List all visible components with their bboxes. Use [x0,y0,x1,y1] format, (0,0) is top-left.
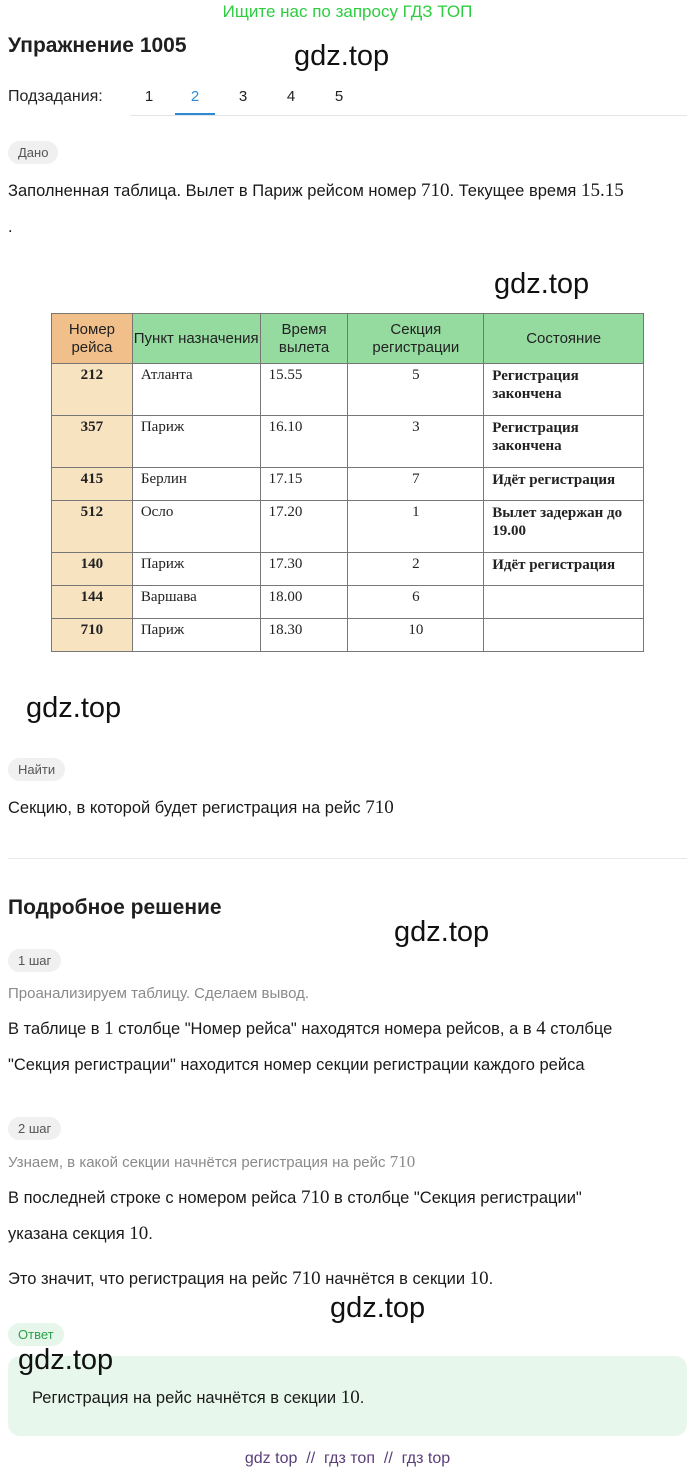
section-divider [8,858,687,859]
destination-cell: Берлин [132,468,260,501]
departure-time-cell: 17.30 [260,553,348,586]
subtask-tab-5[interactable]: 5 [334,88,344,105]
column-header: Состояние [484,314,644,364]
destination-cell: Осло [132,501,260,553]
step-1-chip: 1 шаг [8,949,61,972]
status-cell: Идёт регистрация [484,553,644,586]
flight-number-cell: 710 [52,619,133,652]
subtasks-label: Подзадания: [8,88,103,105]
checkin-section-cell: 6 [348,586,484,619]
watermark: gdz.top [294,40,390,72]
status-cell: Вылет задержан до 19.00 [484,501,644,553]
status-cell: Регистрация закончена [484,364,644,416]
column-header: Секция регистрации [348,314,484,364]
table-row [52,416,644,468]
column-header: Пункт назначения [132,314,260,364]
flight-number-cell: 140 [52,553,133,586]
status-cell: Идёт регистрация [484,468,644,501]
find-chip: Найти [8,758,65,781]
flight-number-cell: 415 [52,468,133,501]
checkin-section-cell: 1 [348,501,484,553]
status-cell [484,619,644,652]
step-1-hint: Проанализируем таблицу. Сделаем вывод. [8,985,309,1002]
destination-cell: Париж [132,416,260,468]
flights-table [51,313,644,652]
watermark: gdz.top [494,268,590,300]
destination-cell: Париж [132,619,260,652]
given-chip: Дано [8,141,58,164]
step-2-chip: 2 шаг [8,1117,61,1140]
table-row [52,553,644,586]
step-1-text: В таблице в 1 столбце "Номер рейса" находятся номера рейсов, а в 4 столбце "Секция регистрации" находится номер секции регистрации каждого рейса [8,1018,613,1074]
table-row [52,501,644,553]
find-text: Секцию, в которой будет регистрация на рейс 710 [8,797,394,818]
answer-chip: Ответ [8,1323,64,1346]
step-2-conclusion: Это значит, что регистрация на рейс 710 начнётся в секции 10. [8,1268,494,1289]
promo-banner[interactable]: Ищите нас по запросу ГДЗ ТОП [222,2,473,21]
destination-cell: Атланта [132,364,260,416]
flight-number-cell: 512 [52,501,133,553]
checkin-section-cell: 5 [348,364,484,416]
subtask-tab-4[interactable]: 4 [286,88,296,105]
watermark: gdz.top [18,1344,114,1376]
destination-cell: Париж [132,553,260,586]
answer-text: Регистрация на рейс начнётся в секции 10. [32,1387,365,1408]
checkin-section-cell: 2 [348,553,484,586]
table-header-row [52,314,644,364]
flight-number-cell: 357 [52,416,133,468]
flight-number-cell: 144 [52,586,133,619]
watermark: gdz.top [330,1292,426,1324]
subtasks-divider [130,115,687,116]
exercise-title: Упражнение 1005 [8,34,187,57]
departure-time-cell: 18.30 [260,619,348,652]
status-cell: Регистрация закончена [484,416,644,468]
destination-cell: Варшава [132,586,260,619]
checkin-section-cell: 3 [348,416,484,468]
step-2-hint: Узнаем, в какой секции начнётся регистрация на рейс 710 [8,1152,416,1171]
table-row [52,619,644,652]
checkin-section-cell: 7 [348,468,484,501]
departure-time-cell: 17.15 [260,468,348,501]
column-header: Номер рейса [52,314,133,364]
flight-number-cell: 212 [52,364,133,416]
table-row [52,586,644,619]
checkin-section-cell: 10 [348,619,484,652]
solution-title: Подробное решение [8,896,222,919]
watermark: gdz.top [394,916,490,948]
departure-time-cell: 16.10 [260,416,348,468]
table-row [52,364,644,416]
subtask-tab-1[interactable]: 1 [144,88,154,105]
subtask-tab-2[interactable]: 2 [190,88,200,105]
active-subtask-indicator [175,113,215,115]
step-2-text: В последней строке с номером рейса 710 в столбце "Секция регистрации" указана секция 10. [8,1187,582,1244]
departure-time-cell: 18.00 [260,586,348,619]
given-text: Заполненная таблица. Вылет в Париж рейсом номер 710. Текущее время 15.15 . [8,180,624,236]
watermark: gdz.top [26,692,122,724]
subtask-tab-3[interactable]: 3 [238,88,248,105]
departure-time-cell: 15.55 [260,364,348,416]
table-row [52,468,644,501]
departure-time-cell: 17.20 [260,501,348,553]
status-cell [484,586,644,619]
footer-links[interactable]: gdz top // гдз топ // гдз top [244,1450,451,1467]
column-header: Время вылета [260,314,348,364]
